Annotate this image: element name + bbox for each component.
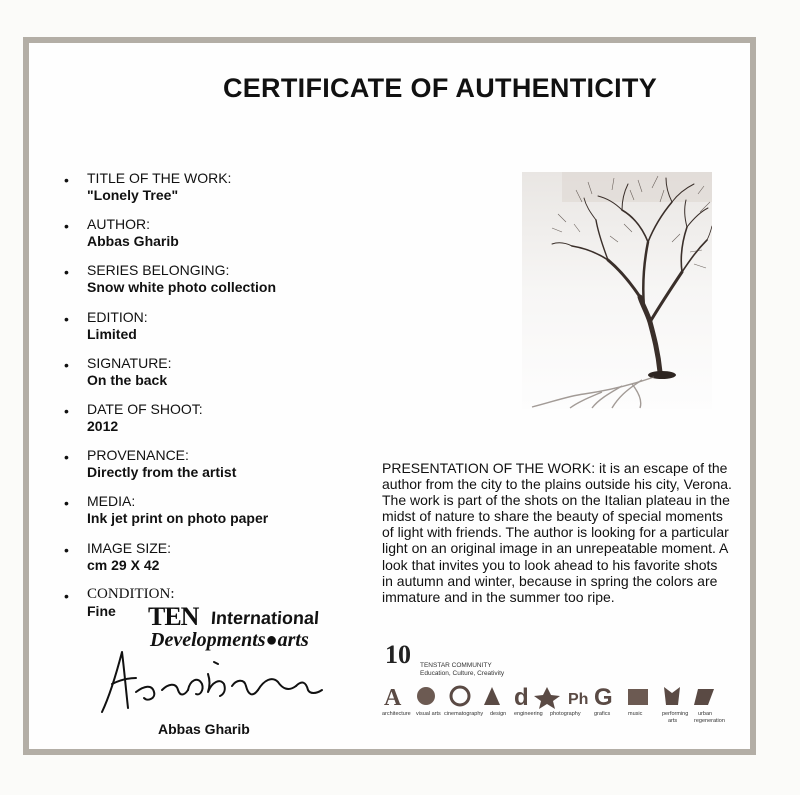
field-value: On the back — [87, 371, 168, 388]
bullet: • — [64, 402, 69, 419]
category-label: urban — [698, 711, 713, 717]
field-title-of-work — [64, 170, 364, 216]
tenstar-tagline: Education, Culture, Creativity — [420, 670, 505, 677]
category-label: performing — [662, 711, 689, 717]
category-label: design — [490, 711, 507, 717]
category-label: grafics — [594, 711, 611, 717]
field-value: Directly from the artist — [87, 464, 237, 481]
category-label: arts — [668, 718, 678, 724]
field-label: DATE OF SHOOT: — [87, 400, 203, 417]
field-author — [64, 216, 364, 262]
bullet: • — [64, 449, 69, 466]
field-date-of-shoot — [64, 401, 364, 447]
field-label: PROVENANCE: — [87, 447, 189, 464]
artwork-photo — [522, 172, 712, 409]
category-icons — [382, 683, 727, 709]
bullet: • — [64, 356, 69, 373]
field-edition — [64, 309, 364, 355]
field-label: SIGNATURE: — [87, 354, 172, 371]
field-value: Abbas Gharib — [87, 233, 179, 250]
field-label: TITLE OF THE WORK: — [87, 170, 232, 186]
field-value: 2012 — [87, 417, 119, 434]
field-label: IMAGE SIZE: — [87, 539, 172, 556]
handwritten-signature — [92, 640, 342, 720]
category-labels — [382, 711, 727, 727]
svg-text:A: A — [384, 685, 402, 709]
field-value: Fine — [87, 602, 116, 619]
field-image-size — [64, 540, 364, 586]
category-label: photography — [550, 711, 581, 717]
category-label: cinematography — [444, 711, 484, 717]
svg-text:d: d — [514, 684, 529, 709]
field-label: SERIES BELONGING: — [87, 262, 230, 279]
field-series — [64, 262, 364, 308]
category-label: visual arts — [416, 711, 441, 717]
category-label: architecture — [382, 711, 411, 717]
certificate-title: CERTIFICATE OF AUTHENTICITY — [222, 73, 658, 103]
field-value: Snow white photo collection — [87, 279, 276, 296]
category-label: regeneration — [694, 718, 725, 724]
field-media — [64, 493, 364, 539]
bullet: • — [64, 495, 69, 512]
presentation-text: PRESENTATION OF THE WORK: it is an escape of the author from the city to the plains outside his city, Verona. The work is part of the shots on the Italian plateau in the midst of nature to share the beauty of special moments of light with friends. The author is looking for a particular light on an original image in an unrepeatable moment. A look that invites you to look ahead to his favorite shots in autumn and winter, because in spring the colors are immature and in the summer too ripe. — [382, 460, 732, 605]
field-value: "Lonely Tree" — [87, 187, 179, 203]
category-label: engineering — [514, 711, 543, 717]
bullet: • — [64, 264, 69, 281]
svg-text:Ph: Ph — [568, 691, 589, 708]
ten-logo-text: TEN — [148, 602, 199, 631]
ten-logo-international: International — [210, 608, 320, 628]
bullet: • — [64, 587, 69, 604]
field-provenance — [64, 447, 364, 493]
bullet: • — [64, 172, 69, 188]
field-value: Ink jet print on photo paper — [87, 510, 269, 527]
field-label: MEDIA: — [87, 493, 136, 510]
field-value: cm 29 X 42 — [87, 556, 160, 573]
ten-logo-developments: Developments●arts — [150, 629, 309, 651]
category-label: music — [628, 711, 643, 717]
field-label: CONDITION: — [87, 585, 175, 602]
field-signature — [64, 355, 364, 401]
bullet: • — [64, 541, 69, 558]
signer-name: Abbas Gharib — [158, 721, 250, 737]
tenstar-number: 10 — [385, 640, 411, 669]
field-label: AUTHOR: — [87, 216, 150, 233]
svg-text:G: G — [594, 684, 613, 709]
certificate-fields — [64, 170, 364, 632]
bullet: • — [64, 218, 69, 235]
tenstar-community-label: TENSTAR COMMUNITY — [420, 662, 492, 669]
field-label: EDITION: — [87, 308, 148, 325]
field-value: Limited — [87, 325, 137, 342]
tenstar-community-logo — [382, 640, 727, 730]
bullet: • — [64, 310, 69, 327]
